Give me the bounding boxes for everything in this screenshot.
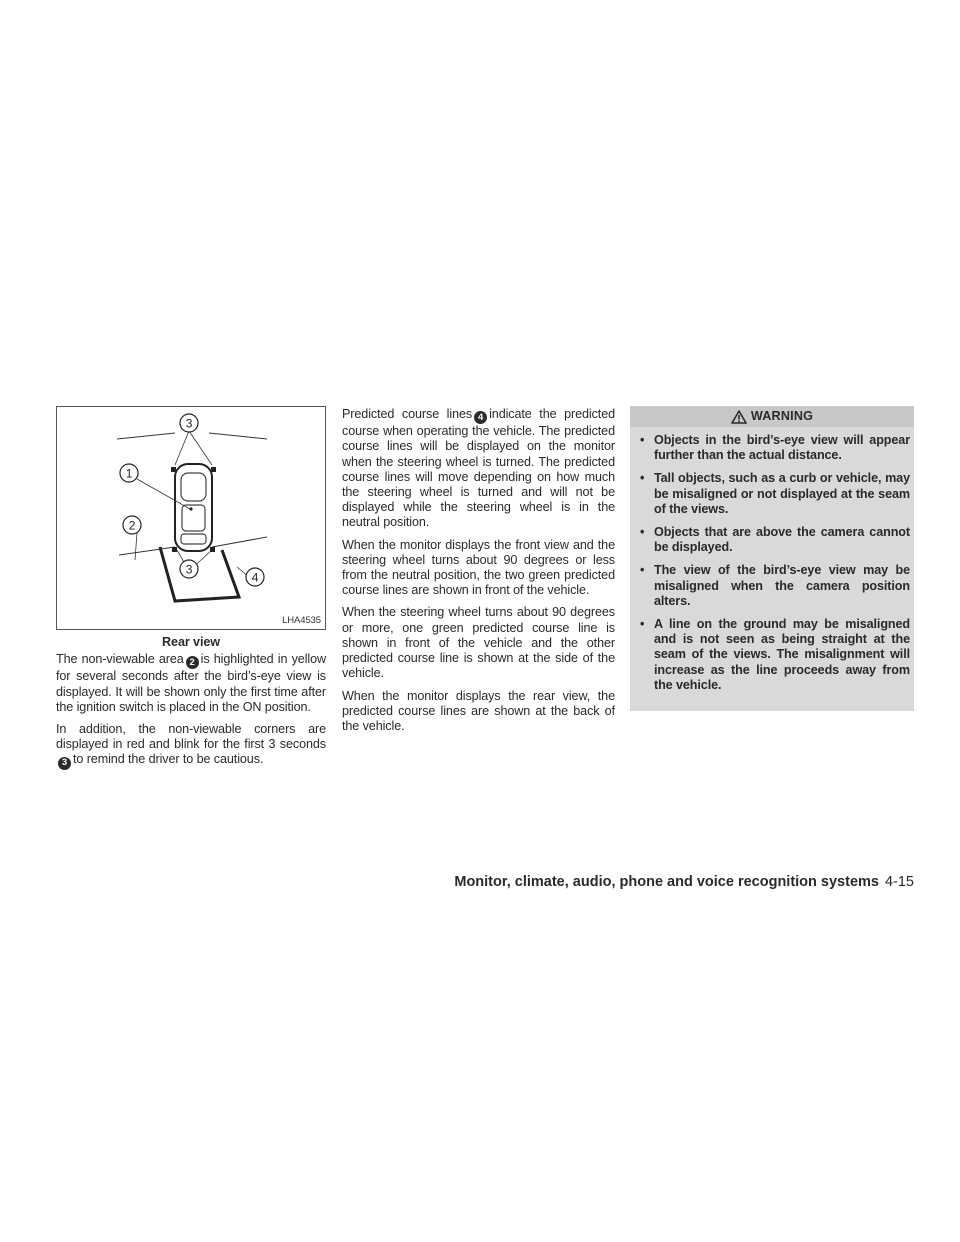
warning-item: • A line on the ground may be misaligned and is not seen as being straight at the seam of the views. The misalignment will increase as the line proceeds away from the vehicle. bbox=[640, 617, 910, 693]
paragraph-non-viewable-area bbox=[56, 652, 326, 715]
figure-caption: Rear view bbox=[162, 635, 220, 649]
column-2 bbox=[342, 407, 615, 741]
callout-number: 2 bbox=[186, 656, 199, 669]
text-span: Predicted course lines bbox=[342, 407, 473, 421]
warning-item: • Tall objects, such as a curb or vehicle, may be misaligned or not displayed at the seam of the views. bbox=[640, 471, 910, 517]
leader-line bbox=[175, 431, 189, 465]
callout-4 bbox=[246, 568, 264, 586]
camera-mark bbox=[171, 467, 176, 472]
page-footer bbox=[454, 874, 914, 890]
rear-view-figure bbox=[56, 406, 326, 630]
boundary-line bbox=[209, 433, 267, 439]
text-span: indicate the predicted course when operating the vehicle. The predicted course lines will be displayed on the monitor when the steering wheel is turned. The predicted course lines will move depending on how much the steering wheel is turned and will not be displayed while the steering wheel is in the neutral position. bbox=[342, 407, 615, 530]
callout-3-bottom bbox=[180, 560, 198, 578]
warning-triangle-icon bbox=[731, 410, 747, 424]
leader-dot bbox=[189, 507, 192, 510]
camera-mark bbox=[211, 467, 216, 472]
birds-eye-diagram bbox=[57, 407, 325, 629]
warning-item: • Objects that are above the camera cannot be displayed. bbox=[640, 525, 910, 555]
warning-title: WARNING bbox=[750, 408, 814, 423]
paragraph-rear-view: When the monitor displays the rear view, the predicted course lines are shown at the back of the vehicle. bbox=[342, 688, 615, 733]
boundary-line bbox=[119, 547, 175, 555]
warning-box bbox=[630, 406, 914, 711]
callout-3-top bbox=[180, 414, 198, 432]
callout-number: 4 bbox=[474, 411, 487, 424]
svg-text:3: 3 bbox=[185, 416, 193, 431]
column-1 bbox=[56, 406, 326, 777]
svg-text:3: 3 bbox=[185, 562, 193, 577]
text-span: is highlighted in yellow for several seconds after the bird’s-eye view is displayed. It will be shown only the first time after the ignition switch is placed in the ON position. bbox=[56, 652, 326, 714]
leader-line bbox=[135, 533, 137, 560]
figure-id: LHA4535 bbox=[282, 614, 321, 626]
svg-text:4: 4 bbox=[251, 570, 259, 585]
page-number: 4-15 bbox=[884, 874, 914, 890]
leader-line bbox=[189, 431, 212, 465]
paragraph-front-view: When the monitor displays the front view and the steering wheel turns about 90 degrees or less from the neutral position, the two green predicted course lines are shown in front of the vehicle. bbox=[342, 537, 615, 598]
svg-text:1: 1 bbox=[125, 466, 133, 481]
svg-text:2: 2 bbox=[128, 518, 136, 533]
paragraph-steering-90: When the steering wheel turns about 90 degrees or more, one green predicted course line is shown in front of the vehicle and the other predicted course line is shown at the side of the vehicle. bbox=[342, 605, 615, 681]
text-span: The non-viewable area bbox=[56, 652, 184, 667]
footer-section-title: Monitor, climate, audio, phone and voice recognition systems bbox=[454, 874, 879, 890]
warning-list bbox=[630, 433, 914, 693]
camera-mark bbox=[172, 547, 177, 552]
paragraph-non-viewable-corners bbox=[56, 722, 326, 770]
text-span: In addition, the non-viewable corners are displayed in red and blink for the first 3 seconds bbox=[56, 722, 326, 752]
callout-number: 3 bbox=[58, 757, 71, 770]
callout-1 bbox=[120, 464, 138, 482]
warning-item: • The view of the bird’s-eye view may be misaligned when the camera position alters. bbox=[640, 563, 910, 609]
column-3 bbox=[630, 406, 914, 711]
predicted-course-lines bbox=[160, 547, 239, 601]
boundary-line bbox=[212, 537, 267, 547]
warning-item: • Objects in the bird’s-eye view will appear further than the actual distance. bbox=[640, 433, 910, 463]
callout-2 bbox=[123, 516, 141, 534]
boundary-line bbox=[117, 433, 175, 439]
paragraph-predicted-course bbox=[342, 407, 615, 531]
warning-header bbox=[630, 406, 914, 427]
text-span: to remind the driver to be cautious. bbox=[73, 752, 264, 767]
